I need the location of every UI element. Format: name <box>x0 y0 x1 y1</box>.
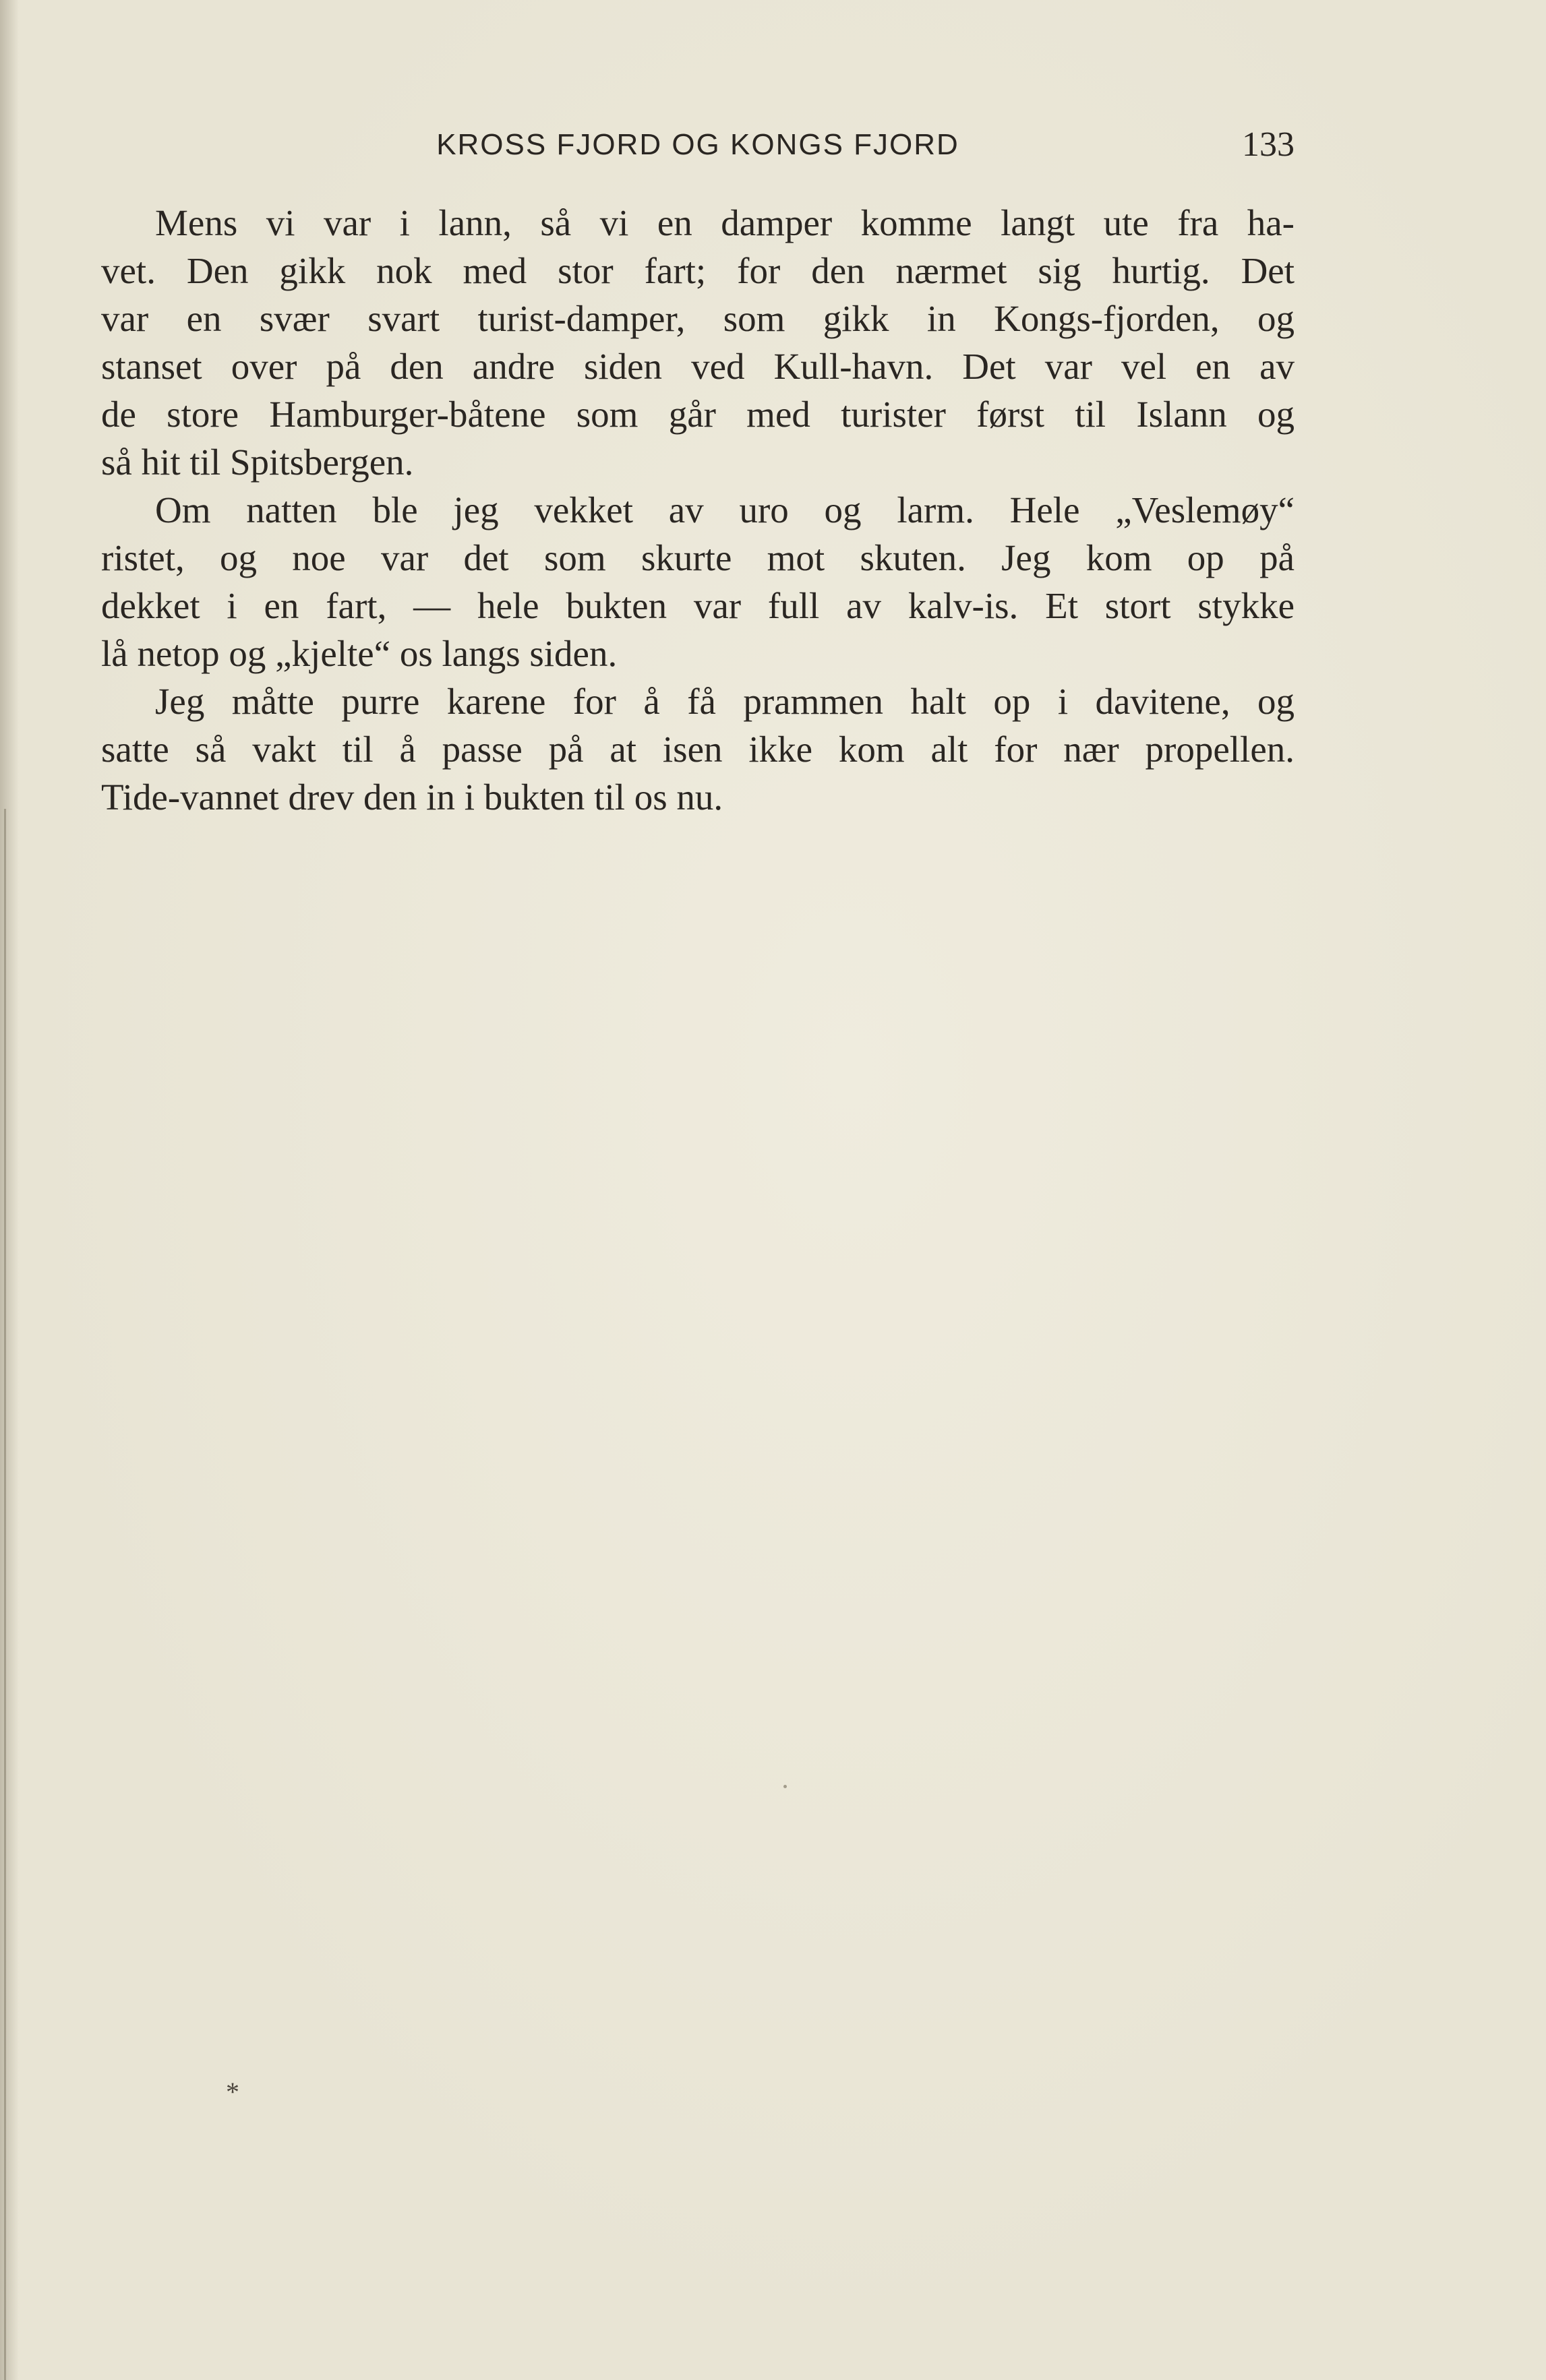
text-line: var en svær svart turist-damper, som gikk in Kongs-fjorden, og <box>101 298 1295 339</box>
running-head <box>101 121 1295 169</box>
text-line: vet. Den gikk nok med stor fart; for den nærmet sig hurtig. Det <box>101 250 1295 291</box>
body-text <box>101 199 1295 821</box>
text-line: Jeg måtte purre karene for å få prammen halt op i davitene, og <box>155 681 1295 722</box>
page-number: 133 <box>1242 125 1295 164</box>
text-line: lå netop og „kjelte“ os langs siden. <box>101 633 618 674</box>
text-line: så hit til Spitsbergen. <box>101 441 414 483</box>
running-title: KROSS FJORD OG KONGS FJORD <box>436 128 959 161</box>
text-line: stanset over på den andre siden ved Kull-havn. Det var vel en av <box>101 346 1295 387</box>
text-line: de store Hamburger-båtene som går med turister først til Islann og <box>101 394 1295 435</box>
text-line: Mens vi var i lann, så vi en damper komme langt ute fra ha- <box>155 202 1295 243</box>
text-line: Tide-vannet drev den in i bukten til os nu. <box>101 776 723 818</box>
text-line: dekket i en fart, — hele bukten var full av kalv-is. Et stort stykke <box>101 585 1295 626</box>
text-line: Om natten ble jeg vekket av uro og larm. Hele „Veslemøy“ <box>155 489 1295 530</box>
paper-speck <box>783 1785 787 1788</box>
asterisk-mark: * <box>226 2077 239 2107</box>
text-line: satte så vakt til å passe på at isen ikke kom alt for nær propellen. <box>101 729 1295 770</box>
spine-shadow <box>0 0 19 2380</box>
page-edge-line <box>4 809 6 2380</box>
text-line: ristet, og noe var det som skurte mot skuten. Jeg kom op på <box>101 537 1295 578</box>
